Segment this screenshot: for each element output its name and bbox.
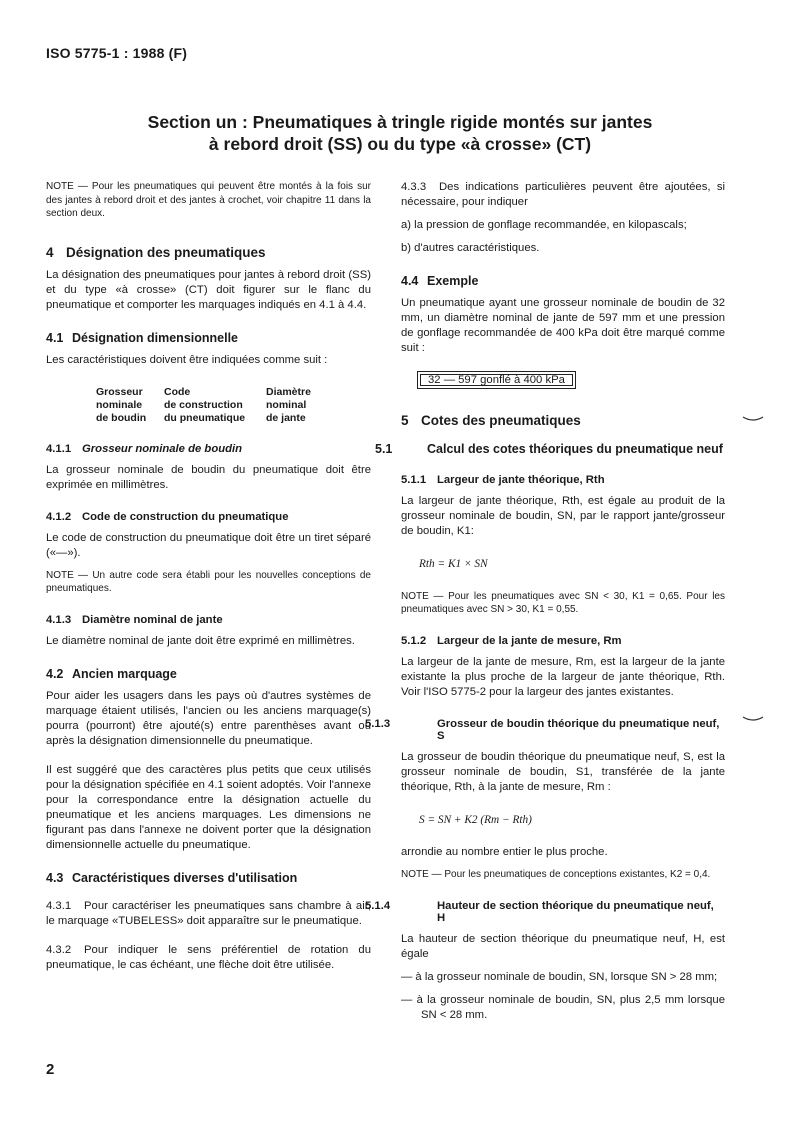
section-title-line1: Section un : Pneumatiques à tringle rigide montés sur jantes xyxy=(147,112,653,132)
s433-item-a: a) la pression de gonflage recommandée, en kilopascals; xyxy=(401,219,687,231)
heading-4-1-3: 4.1.3 Diamètre nominal de jante xyxy=(46,613,223,626)
example-marking-box: 32 — 597 gonflé à 400 kPa xyxy=(417,371,576,389)
heading-5-1-3: 5.1.3 Grosseur de boudin théorique du pneumatique neuf, S xyxy=(365,717,720,742)
s511-paragraph: La largeur de jante théorique, Rth, est égale au produit de la grosseur nominale de boudin, SN, par le rapport jante/grosseur de boudin, K1: xyxy=(401,495,725,537)
heading-5-1-2: 5.1.2 Largeur de la jante de mesure, Rm xyxy=(401,634,622,647)
page-number: 2 xyxy=(46,1061,55,1078)
s4-paragraph: La désignation des pneumatiques pour jantes à rebord droit (SS) et du type «à crosse» (CT) doit figurer sur le flanc du pneumatique et comporter les marquages indiqués en 4.1 à 4.4. xyxy=(46,268,371,311)
heading-5: 5 Cotes des pneumatiques xyxy=(401,413,581,428)
s512-paragraph: La largeur de la jante de mesure, Rm, est la largeur de la jante existante la plus proche de la largeur de jante théorique, Rth. Voir l'ISO 5775-2 pour la largeur des jantes existantes. xyxy=(401,655,725,698)
s42-paragraph-1: Pour aider les usagers dans les pays où d'autres systèmes de marquage étaient utilisés, l'ancien ou les anciens marquage(s) pourra (pourront) être ajouté(s) entre parenthèses avant ou après la désignation dimensionnelle du pneumatique. xyxy=(46,689,371,747)
heading-4-2: 4.2 Ancien marquage xyxy=(46,666,177,681)
section-title-line2: à rebord droit (SS) ou du type «à crosse» (CT) xyxy=(208,134,592,154)
heading-4-3: 4.3 Caractéristiques diverses d'utilisation xyxy=(46,870,298,885)
formula-s: S = SN + K2 (Rm − Rth) xyxy=(419,813,532,826)
s413-paragraph: Le diamètre nominal de jante doit être exprimé en millimètres. xyxy=(46,634,355,647)
heading-4: 4 Désignation des pneumatiques xyxy=(46,244,266,260)
s513-paragraph: La grosseur de boudin théorique du pneumatique neuf, S, est la grosseur nominale de boudin, S1, transférée de la jante théorique, Rth, à la jante de mesure, Rm : xyxy=(401,750,725,793)
margin-mark-icon xyxy=(742,714,764,724)
heading-4-1: 4.1 Désignation dimensionnelle xyxy=(46,330,238,345)
heading-5-1-4: 5.1.4 Hauteur de section théorique du pneumatique neuf, H xyxy=(365,899,714,924)
document-header: ISO 5775-1 : 1988 (F) xyxy=(46,45,188,61)
s41-paragraph: Les caractéristiques doivent être indiquées comme suit : xyxy=(46,353,328,366)
s431-paragraph: 4.3.1 Pour caractériser les pneumatiques sans chambre à air, le marquage «TUBELESS» doit apparaître sur le pneumatique. xyxy=(46,899,371,927)
left-column xyxy=(46,180,371,973)
s433-item-b: b) d'autres caractéristiques. xyxy=(401,242,540,254)
margin-mark-icon xyxy=(742,414,764,424)
heading-4-4: 4.4 Exemple xyxy=(401,274,479,288)
heading-5-1-1: 5.1.1 Largeur de jante théorique, Rth xyxy=(401,474,605,486)
s511-note: NOTE — Pour les pneumatiques avec SN < 30, K1 = 0,65. Pour les pneumatiques avec SN > 30, K1 = 0,55. xyxy=(401,590,725,616)
s44-paragraph: Un pneumatique ayant une grosseur nominale de boudin de 32 mm, un diamètre nominal de jante de 597 mm et une pression de gonflage recommandée de 400 kPa doit être marqué comme suit : xyxy=(401,297,725,354)
s432-paragraph: 4.3.2 Pour indiquer le sens préférentiel de rotation du pneumatique, le cas échéant, une flèche doit être utilisée. xyxy=(46,943,371,971)
s513-note: NOTE — Pour les pneumatiques de conceptions existantes, K2 = 0,4. xyxy=(401,869,711,881)
formula-rth: Rth = K1 × SN xyxy=(419,558,488,571)
s514-paragraph: La hauteur de section théorique du pneumatique neuf, H, est égale xyxy=(401,932,725,960)
s433-paragraph: 4.3.3 Des indications particulières peuvent être ajoutées, si nécessaire, pour indiquer xyxy=(401,181,725,208)
s412-paragraph: Le code de construction du pneumatique doit être un tiret séparé («—»). xyxy=(46,531,371,559)
s513-paragraph-2: arrondie au nombre entier le plus proche. xyxy=(401,846,608,859)
heading-4-1-1: 4.1.1 Grosseur nominale de boudin xyxy=(46,442,243,455)
right-column xyxy=(365,180,725,1023)
heading-4-1-2: 4.1.2 Code de construction du pneumatique xyxy=(46,510,289,523)
s412-note: NOTE — Un autre code sera établi pour les nouvelles conceptions de pneumatiques. xyxy=(46,569,371,594)
designation-table: Grosseur Code Diamètre nominale de construction nominal de boudin du pneumatique de jante xyxy=(96,385,311,424)
s411-paragraph: La grosseur nominale de boudin du pneumatique doit être exprimée en millimètres. xyxy=(46,463,371,491)
s514-item-a: — à la grosseur nominale de boudin, SN, lorsque SN > 28 mm; xyxy=(401,970,718,983)
heading-5-1: 5.1 Calcul des cotes théoriques du pneumatique neuf xyxy=(375,442,723,456)
s42-paragraph-2: Il est suggéré que des caractères plus petits que ceux utilisés pour la désignation spécifiée en 4.1 soient adoptés. Voir l'annexe pour la correspondance entre la désignation actuelle du pneumatique et les anciens marquages. Les dimensions ne figurant pas dans l'annexe ne doivent porter que la désignation dimensionnelle actuelle du pneumatique. xyxy=(46,763,371,851)
s514-item-b: — à la grosseur nominale de boudin, SN, plus 2,5 mm lorsque SN < 28 mm. xyxy=(401,993,725,1021)
intro-note: NOTE — Pour les pneumatiques qui peuvent être montés à la fois sur des jantes à rebord droit et des jantes à crochet, voir chapitre 11 dans la section deux. xyxy=(46,181,371,219)
